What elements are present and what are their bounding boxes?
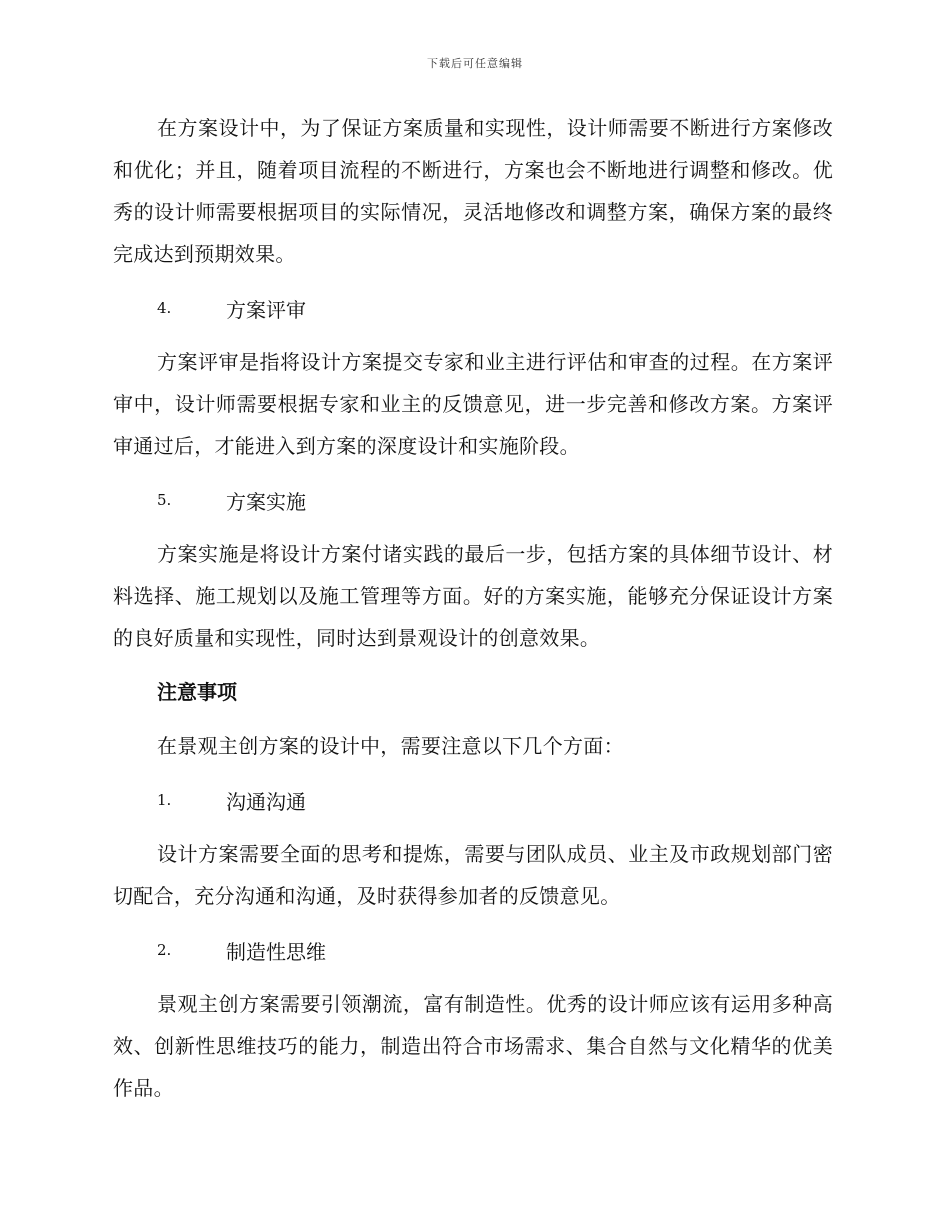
document-body xyxy=(113,107,833,1121)
list-item-1 xyxy=(113,779,833,821)
paragraph-creative-thinking: 景观主创方案需要引领潮流，富有制造性。优秀的设计师应该有运用多种高效、创新性思维技巧的能力，制造出符合市场需求、集合自然与文化精华的优美作品。 xyxy=(113,992,833,1100)
section-heading: 注意事项 xyxy=(157,680,237,704)
paragraph-intro: 在景观主创方案的设计中，需要注意以下几个方面： xyxy=(157,734,624,758)
list-title: 方案实施 xyxy=(226,489,306,514)
list-item-2 xyxy=(113,929,833,971)
paragraph-communication: 设计方案需要全面的思考和提炼，需要与团队成员、业主及市政规划部门密切配合，充分沟通和沟通，及时获得参加者的反馈意见。 xyxy=(113,842,833,908)
paragraph-revision: 在方案设计中，为了保证方案质量和实现性，设计师需要不断进行方案修改和优化；并且，随着项目流程的不断进行，方案也会不断地进行调整和修改。优秀的设计师需要根据项目的实际情况，灵活地修改和调整方案，确保方案的最终完成达到预期效果。 xyxy=(113,116,833,266)
list-item-5 xyxy=(113,479,833,521)
paragraph-implementation: 方案实施是将设计方案付诸实践的最后一步，包括方案的具体细节设计、材料选择、施工规划以及施工管理等方面。好的方案实施，能够充分保证设计方案的良好质量和实现性，同时达到景观设计的创意效果。 xyxy=(113,542,833,650)
list-title: 制造性思维 xyxy=(226,939,326,964)
paragraph-review: 方案评审是指将设计方案提交专家和业主进行评估和审查的过程。在方案评审中，设计师需要根据专家和业主的反馈意见，进一步完善和修改方案。方案评审通过后，才能进入到方案的深度设计和实施阶段。 xyxy=(113,350,833,458)
list-title: 沟通沟通 xyxy=(226,789,306,814)
page-header: 下载后可任意编辑 xyxy=(427,57,523,70)
list-number: 5. xyxy=(157,491,172,509)
list-number: 2. xyxy=(157,941,172,959)
list-title: 方案评审 xyxy=(226,297,306,322)
list-number: 4. xyxy=(157,299,172,317)
list-item-4 xyxy=(113,287,833,329)
list-number: 1. xyxy=(157,791,172,809)
